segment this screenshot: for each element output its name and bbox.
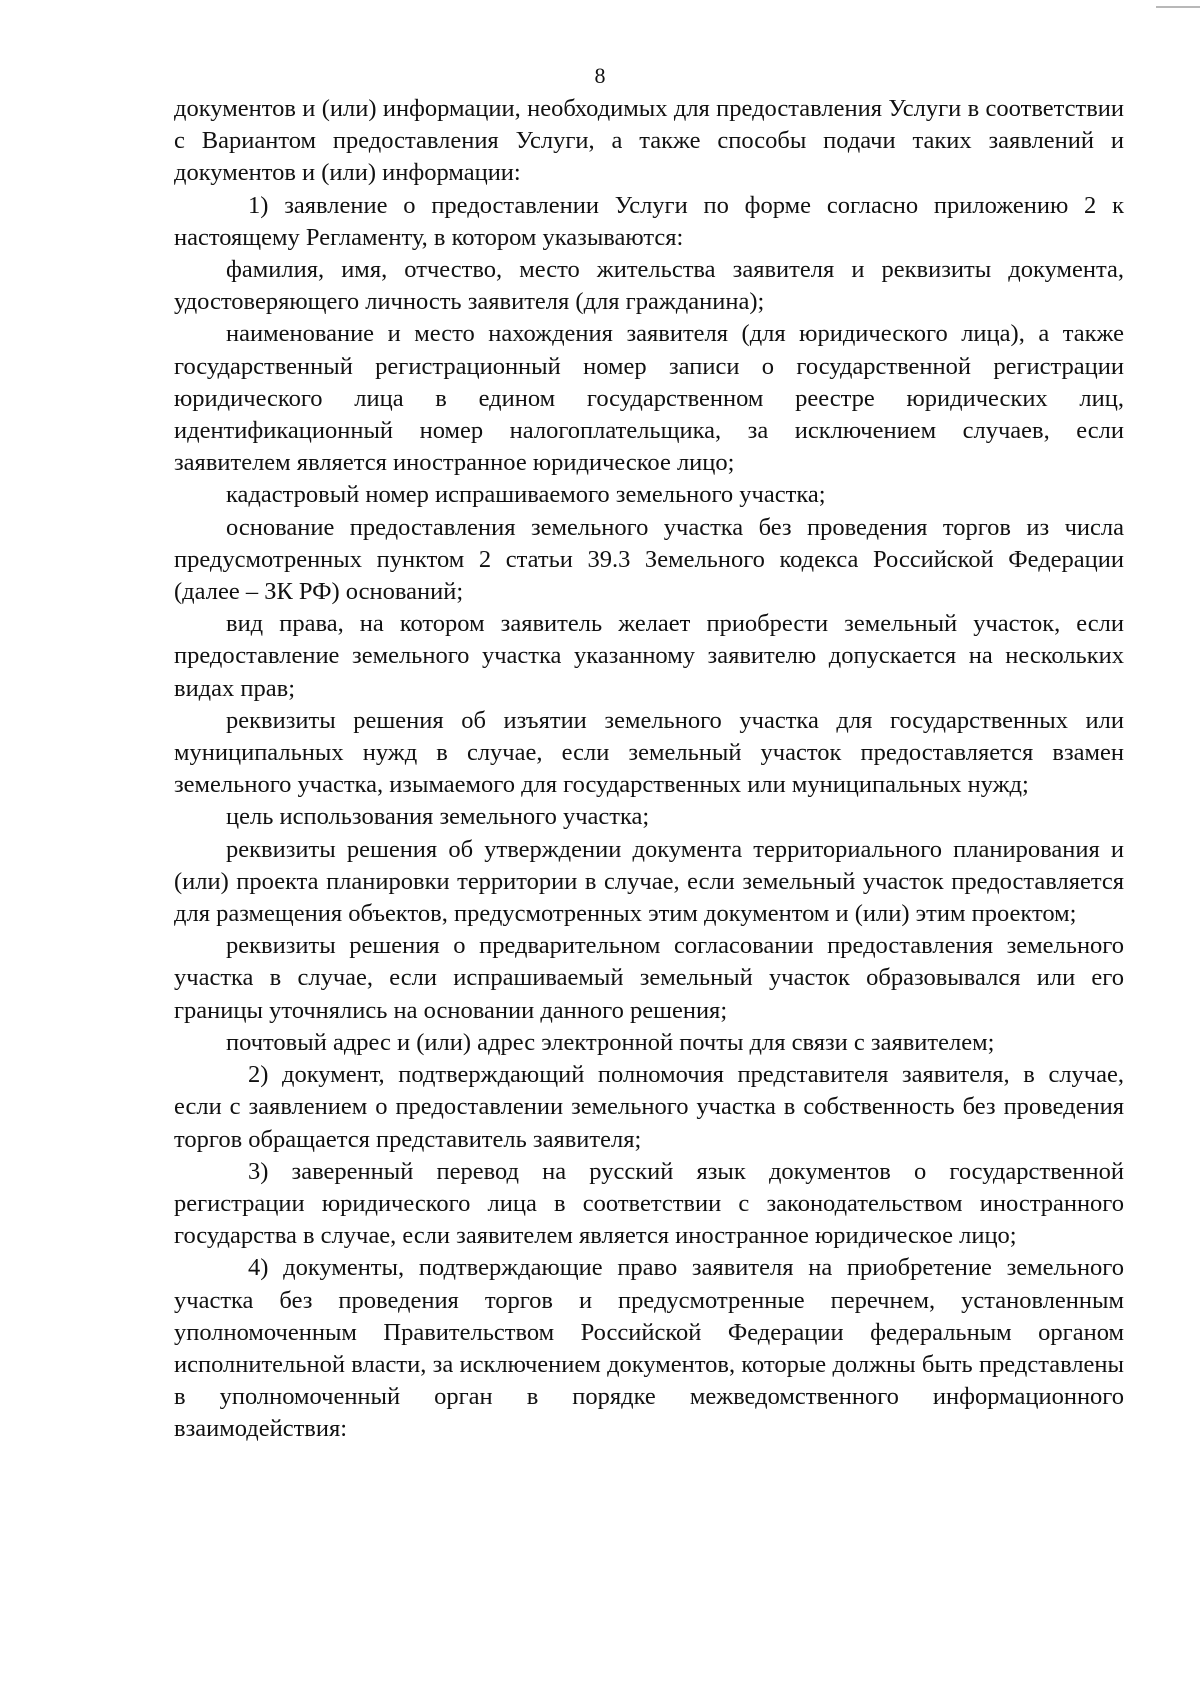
paragraph-applicant-name: фамилия, имя, отчество, место жительства заявителя и реквизиты документа, удостоверяющего личность заявителя (для гражданина);: [174, 256, 1124, 316]
paragraph-preliminary-approval: реквизиты решения о предварительном согласовании предоставления земельного участка в случае, если испрашиваемый земельный участок образовывался или его границы уточнялись на основании данного решения;: [174, 932, 1124, 1024]
paragraph-basis: основание предоставления земельного участка без проведения торгов из числа предусмотренных пунктом 2 статьи 39.3 Земельного кодекса Российской Федерации (далее – ЗК РФ) оснований;: [174, 513, 1124, 606]
paragraph-land-purpose: цель использования земельного участка;: [226, 803, 650, 831]
paragraph-continuation: документов и (или) информации, необходимых для предоставления Услуги в соответствии с Вариантом предоставления Услуги, а также способы подачи таких заявлений и документов и (или) информации:: [174, 95, 1124, 187]
paragraph-item-2: 2) документ, подтверждающий полномочия представителя заявителя, в случае, если с заявлением о предоставлении земельного участка в собственность без проведения торгов обращается представитель заявителя;: [174, 1061, 1124, 1153]
document-body: [174, 93, 1124, 1446]
paragraph-item-1: 1) заявление о предоставлении Услуги по форме согласно приложению 2 к настоящему Регламенту, в котором указываются:: [174, 191, 1124, 251]
scan-edge-mark: [1156, 6, 1200, 8]
paragraph-item-4: 4) документы, подтверждающие право заявителя на приобретение земельного участка без проведения торгов и предусмотренные перечнем, установленным уполномоченным Правительством Российской Федерации федеральным органом исполнительной власти, за исключением документов, которые должны быть представлены в уполномоченный орган в порядке межведомственного информационного взаимодействия:: [174, 1254, 1124, 1443]
paragraph-right-type: вид права, на котором заявитель желает приобрести земельный участок, если предоставление земельного участка указанному заявителю допускается на нескольких видах прав;: [174, 610, 1124, 702]
paragraph-legal-entity: наименование и место нахождения заявителя (для юридического лица), а также государственный регистрационный номер записи о государственной регистрации юридического лица в едином государственном реестре юридических лиц, идентификационный номер налогоплательщика, за исключением случаев, если заявителем является иностранное юридическое лицо;: [174, 320, 1124, 477]
paragraph-seizure-decision: реквизиты решения об изъятии земельного участка для государственных или муниципальных нужд в случае, если земельный участок предоставляется взамен земельного участка, изымаемого для государственных или муниципальных нужд;: [174, 706, 1124, 799]
page-number: 8: [594, 63, 606, 88]
paragraph-contact-address: почтовый адрес и (или) адрес электронной почты для связи с заявителем;: [226, 1028, 995, 1056]
paragraph-item-3: 3) заверенный перевод на русский язык документов о государственной регистрации юридического лица в соответствии с законодательством иностранного государства в случае, если заявителем является иностранное юридическое лицо;: [174, 1157, 1124, 1250]
paragraph-cadastral-number: кадастровый номер испрашиваемого земельного участка;: [226, 481, 826, 509]
paragraph-planning-decision: реквизиты решения об утверждении документа территориального планирования и (или) проекта планировки территории в случае, если земельный участок предоставляется для размещения объектов, предусмотренных этим документом и (или) этим проектом;: [174, 835, 1124, 928]
